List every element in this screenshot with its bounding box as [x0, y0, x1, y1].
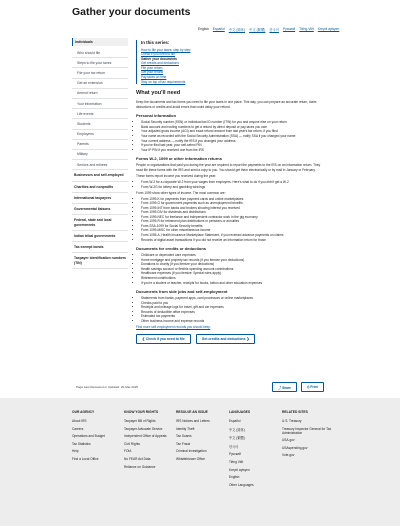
list-item: • Form W-2 for a corporate W-2 from your wages from employers. Here's what to do if you didn't get a W-2 [141, 180, 326, 185]
page-title: Gather your documents [72, 6, 191, 18]
footer-link[interactable]: IRS Notices and Letters [176, 419, 210, 423]
lang-chinese-traditional[interactable]: 中文 (繁體) [249, 28, 266, 32]
footer-link[interactable]: Español [229, 419, 241, 423]
sidebar-subitem[interactable]: Your information [72, 99, 128, 109]
list-item: • Statements from banks, payment apps, card processors or online marketplaces [141, 296, 326, 301]
footer-link[interactable]: Treasury Inspector General for Tax Administration [282, 426, 332, 435]
print-button[interactable] [301, 382, 324, 392]
sidebar-subitem[interactable]: Get an extension [72, 79, 128, 89]
language-bar [198, 27, 339, 32]
list-item: • Other business income and expense records [141, 319, 326, 324]
series-current: Gather your documents [141, 56, 177, 61]
footer-link[interactable]: Vote.gov [282, 453, 295, 458]
list-item: • Form 1099-DIV for dividends and distributions [141, 210, 326, 215]
footer-column-rights [124, 410, 167, 472]
lang-russian[interactable]: Русский [282, 27, 296, 31]
list-item: • Form 1099-K for payments from payment cards and online marketplaces [141, 197, 326, 202]
list-item: • Estimated tax payments [141, 314, 326, 319]
what-heading: What you'll need [136, 90, 181, 97]
footer-heading: KNOW YOUR RIGHTS [124, 410, 159, 414]
prev-step-button[interactable]: ❮ Check if you need to file [136, 334, 191, 345]
sidebar-item[interactable]: Businesses and self-employed [72, 170, 128, 181]
footer-link[interactable]: Find a Local Office [72, 456, 99, 461]
list-item: • Your IP PIN if you received one from the IRS [141, 148, 326, 153]
footer-link[interactable]: No FEAR Act Data [124, 456, 151, 461]
footer-link[interactable]: Tiếng Việt [229, 459, 244, 464]
series-link[interactable]: Get credits and deductions [141, 61, 179, 66]
f1099-paragraph: Form 1099 show other types of income. The most common are: [136, 190, 226, 195]
list-item: • Form 1099-MISC for other miscellaneous income [141, 228, 326, 233]
list-item: • Form 1095-A, Health Insurance Marketplace Statement, if you received advance payments on claims [141, 233, 326, 238]
footer-link[interactable]: Careers [72, 426, 84, 431]
footer-column-resolve [176, 410, 210, 465]
list-item: • Donations to charity (if you itemize your deductions) [141, 262, 326, 267]
list-item: • Form 1099-R for retirement plan distributions or pensions or annuities [141, 219, 326, 224]
lang-english[interactable]: English [198, 27, 209, 31]
list-item: • Form SSA-1099 for Social Security benefits [141, 224, 326, 229]
list-item: • Receipts and mileage logs for travel, gift and car expenses [141, 305, 326, 310]
list-item: • Records of deductible office expenses [141, 310, 326, 315]
sidebar-subitem[interactable]: Steps to file your taxes [72, 58, 128, 68]
w2-list [136, 180, 326, 189]
footer-link[interactable]: Tax Scams [176, 434, 192, 439]
lang-haitian-creole[interactable]: Kreyòl ayisyen [317, 27, 340, 31]
footer-link[interactable]: Independent Office of Appeals [124, 434, 167, 439]
footer-link[interactable]: English [229, 475, 240, 480]
footer-link[interactable]: USAspending.gov [282, 445, 308, 450]
side-jobs-heading: Documents from side jobs and self-employment [136, 289, 228, 295]
series-link[interactable]: Get your refund [141, 70, 164, 75]
list-item: • Health savings account or flexible spending account contributions [141, 267, 326, 272]
w2-heading: Forms W-2, 1099 or other information returns [136, 156, 222, 162]
series-link[interactable]: Stay on top of tax requirements [141, 79, 186, 84]
footer-column-agency [72, 410, 105, 465]
series-box [136, 40, 326, 84]
lang-korean[interactable]: 한국어 [269, 28, 279, 32]
share-button[interactable] [272, 382, 297, 392]
footer-heading: OUR AGENCY [72, 410, 95, 414]
sidebar-nav [72, 38, 128, 269]
what-paragraph: Keep the documents and tax forms you need to file your taxes in one place. This way, you can prepare an accurate return, claim deductions or credits and avoid errors that could delay your refund. [136, 100, 317, 109]
series-link[interactable]: Pay taxes on time [141, 75, 167, 80]
list-item: • Home mortgage and property tax records (if you itemize your deductions) [141, 258, 326, 263]
sidebar-item[interactable]: Governmental liaisons [72, 204, 128, 215]
list-item: • Checks paid to you [141, 301, 326, 306]
footer-link[interactable]: FOIA [124, 449, 132, 454]
lang-spanish[interactable]: Español [212, 27, 225, 31]
footer-link[interactable]: Taxpayer Advocate Service [124, 426, 163, 431]
sidebar-item[interactable]: Tax exempt bonds [72, 242, 128, 253]
series-nav-buttons [136, 334, 326, 345]
series-link[interactable]: File your return [141, 65, 163, 70]
sidebar-item[interactable]: Taxpayer identification numbers (TIN) [72, 253, 128, 269]
list-item: • Form 1099-NEC for freelance and independent contractor work in the gig economy [141, 215, 326, 220]
footer-link[interactable]: Kreyòl ayisyen [229, 467, 250, 472]
list-item: • If you're a student or teacher, receipts for books, tuition and other education expenses [141, 281, 326, 286]
sidebar-subitem[interactable]: Who should file [72, 48, 128, 58]
list-item: • Form W-2G for lottery and gambling winnings [141, 185, 326, 190]
share-icon: ⤴ [278, 385, 283, 390]
print-label: Print [310, 384, 318, 389]
w2-paragraph: People or organizations that paid you during the year are required to report the payments to the IRS on an information return. They must file these forms with the IRS and send a copy to you. You should get them electronically or by mail in January or February. [136, 163, 321, 172]
footer-link[interactable]: Civil Rights [124, 441, 140, 446]
footer-link[interactable]: Help [72, 449, 79, 454]
list-item: • Healthcare expenses (if you itemize: Special rules apply) [141, 271, 326, 276]
credits-heading: Documents for credits or deductions [136, 246, 207, 252]
footer-link[interactable]: 한국어 [229, 444, 239, 449]
share-print-group [272, 382, 324, 392]
next-step-button[interactable]: Get credits and deductions ❯ [196, 334, 256, 345]
series-link[interactable]: Check if you need to file [141, 52, 176, 57]
list-item: • Bank account and routing numbers to get a refund by direct deposit or pay taxes you owe [141, 125, 326, 130]
footer-link[interactable]: Tax Fraud [176, 441, 191, 446]
footer-link[interactable]: Русский [229, 452, 241, 457]
site-footer [0, 398, 400, 526]
sidebar-item[interactable]: International taxpayers [72, 193, 128, 204]
footer-column-languages [229, 410, 254, 490]
lang-vietnamese[interactable]: Tiếng Việt [299, 27, 314, 31]
list-item: • Childcare or dependent care expenses [141, 253, 326, 258]
list-item: • Your adjusted gross income (AGI) and exact refund amount from last year's tax return, if you filed [141, 129, 326, 134]
sidebar-item[interactable]: Indian tribal governments [72, 231, 128, 242]
main-content [136, 40, 326, 344]
credits-list [136, 253, 326, 285]
sidebar-subitem[interactable]: Amend return [72, 89, 128, 99]
personal-heading: Personal information [136, 113, 177, 119]
series-link[interactable]: How to file your taxes: step by step [141, 47, 191, 52]
sidebar-item[interactable]: Charities and nonprofits [72, 182, 128, 193]
share-label: Share [282, 385, 291, 390]
list-item: • Social Security number (SSN) or Individual tax ID number (ITIN) for you and anyone else on your return [141, 120, 326, 125]
footer-heading: RESOLVE AN ISSUE [176, 410, 208, 414]
print-icon: ⎙ [306, 384, 311, 389]
list-item: • Your name as recorded with the Social Security Administration (SSA) — notify SSA if you changed your name [141, 134, 326, 139]
footer-link[interactable]: U.S. Treasury [282, 419, 302, 423]
footer-link[interactable]: Taxpayer Bill of Rights [124, 419, 156, 423]
sidebar-subitem[interactable]: File your tax return [72, 68, 128, 78]
sidebar-subitem[interactable]: Students [72, 119, 128, 129]
footer-column-related [282, 410, 342, 461]
footer-heading: RELATED SITES [282, 410, 308, 414]
personal-list [136, 120, 326, 152]
lang-chinese-simplified[interactable]: 中文 (简体) [228, 28, 246, 32]
side-jobs-list [136, 296, 326, 323]
footer-link[interactable]: Reliance on Guidance [124, 464, 156, 469]
list-item: • Your current address — notify the IRS if you changed your address [141, 139, 326, 144]
sidebar-subitem[interactable]: Parents [72, 140, 128, 150]
footer-link[interactable]: Operations and Budget [72, 434, 105, 439]
list-item: • Form 1099-G for government payments such as unemployment benefits [141, 201, 326, 206]
f1099-list [136, 197, 326, 242]
footer-link[interactable]: Tax Statistics [72, 441, 91, 446]
footer-link[interactable]: Other Languages [229, 482, 254, 487]
list-item: • Retirement contributions [141, 276, 326, 281]
sidebar-subitem[interactable]: Military [72, 150, 128, 160]
w2-paragraph-2: These forms report income you received during the year: [136, 173, 217, 178]
footer-link[interactable]: 中文 (繁體) [229, 436, 245, 441]
last-updated-text: Page Last Reviewed or Updated: 20-Mar-2025 [76, 385, 139, 389]
list-item: • Records of digital asset transactions if you did not receive an information return for those [141, 238, 326, 243]
series-title: In this series: [141, 40, 170, 45]
list-item: • If you've filed last year, your self-select PIN [141, 143, 326, 148]
footer-link[interactable]: Identity Theft [176, 426, 195, 431]
sidebar-heading[interactable]: Individuals [72, 38, 128, 46]
footer-link[interactable]: About IRS [72, 419, 87, 423]
footer-link[interactable]: Whistleblower Office [176, 456, 205, 461]
footer-link[interactable]: 中文 (简体) [229, 427, 245, 432]
sidebar-subitem[interactable]: Seniors and retirees [72, 160, 128, 170]
find-more-link[interactable]: Find more self-employment records you should keep [136, 325, 211, 330]
footer-link[interactable]: USA.gov [282, 438, 295, 443]
sidebar-subitem[interactable]: Life events [72, 109, 128, 119]
sidebar-item[interactable]: Federal, state and local governments [72, 215, 128, 231]
footer-heading: LANGUAGES [229, 410, 251, 414]
list-item: • Form 1099-INT from banks and brokers showing interest you received [141, 206, 326, 211]
footer-link[interactable]: Criminal Investigation [176, 449, 207, 454]
sidebar-subitem[interactable]: Employees [72, 130, 128, 140]
